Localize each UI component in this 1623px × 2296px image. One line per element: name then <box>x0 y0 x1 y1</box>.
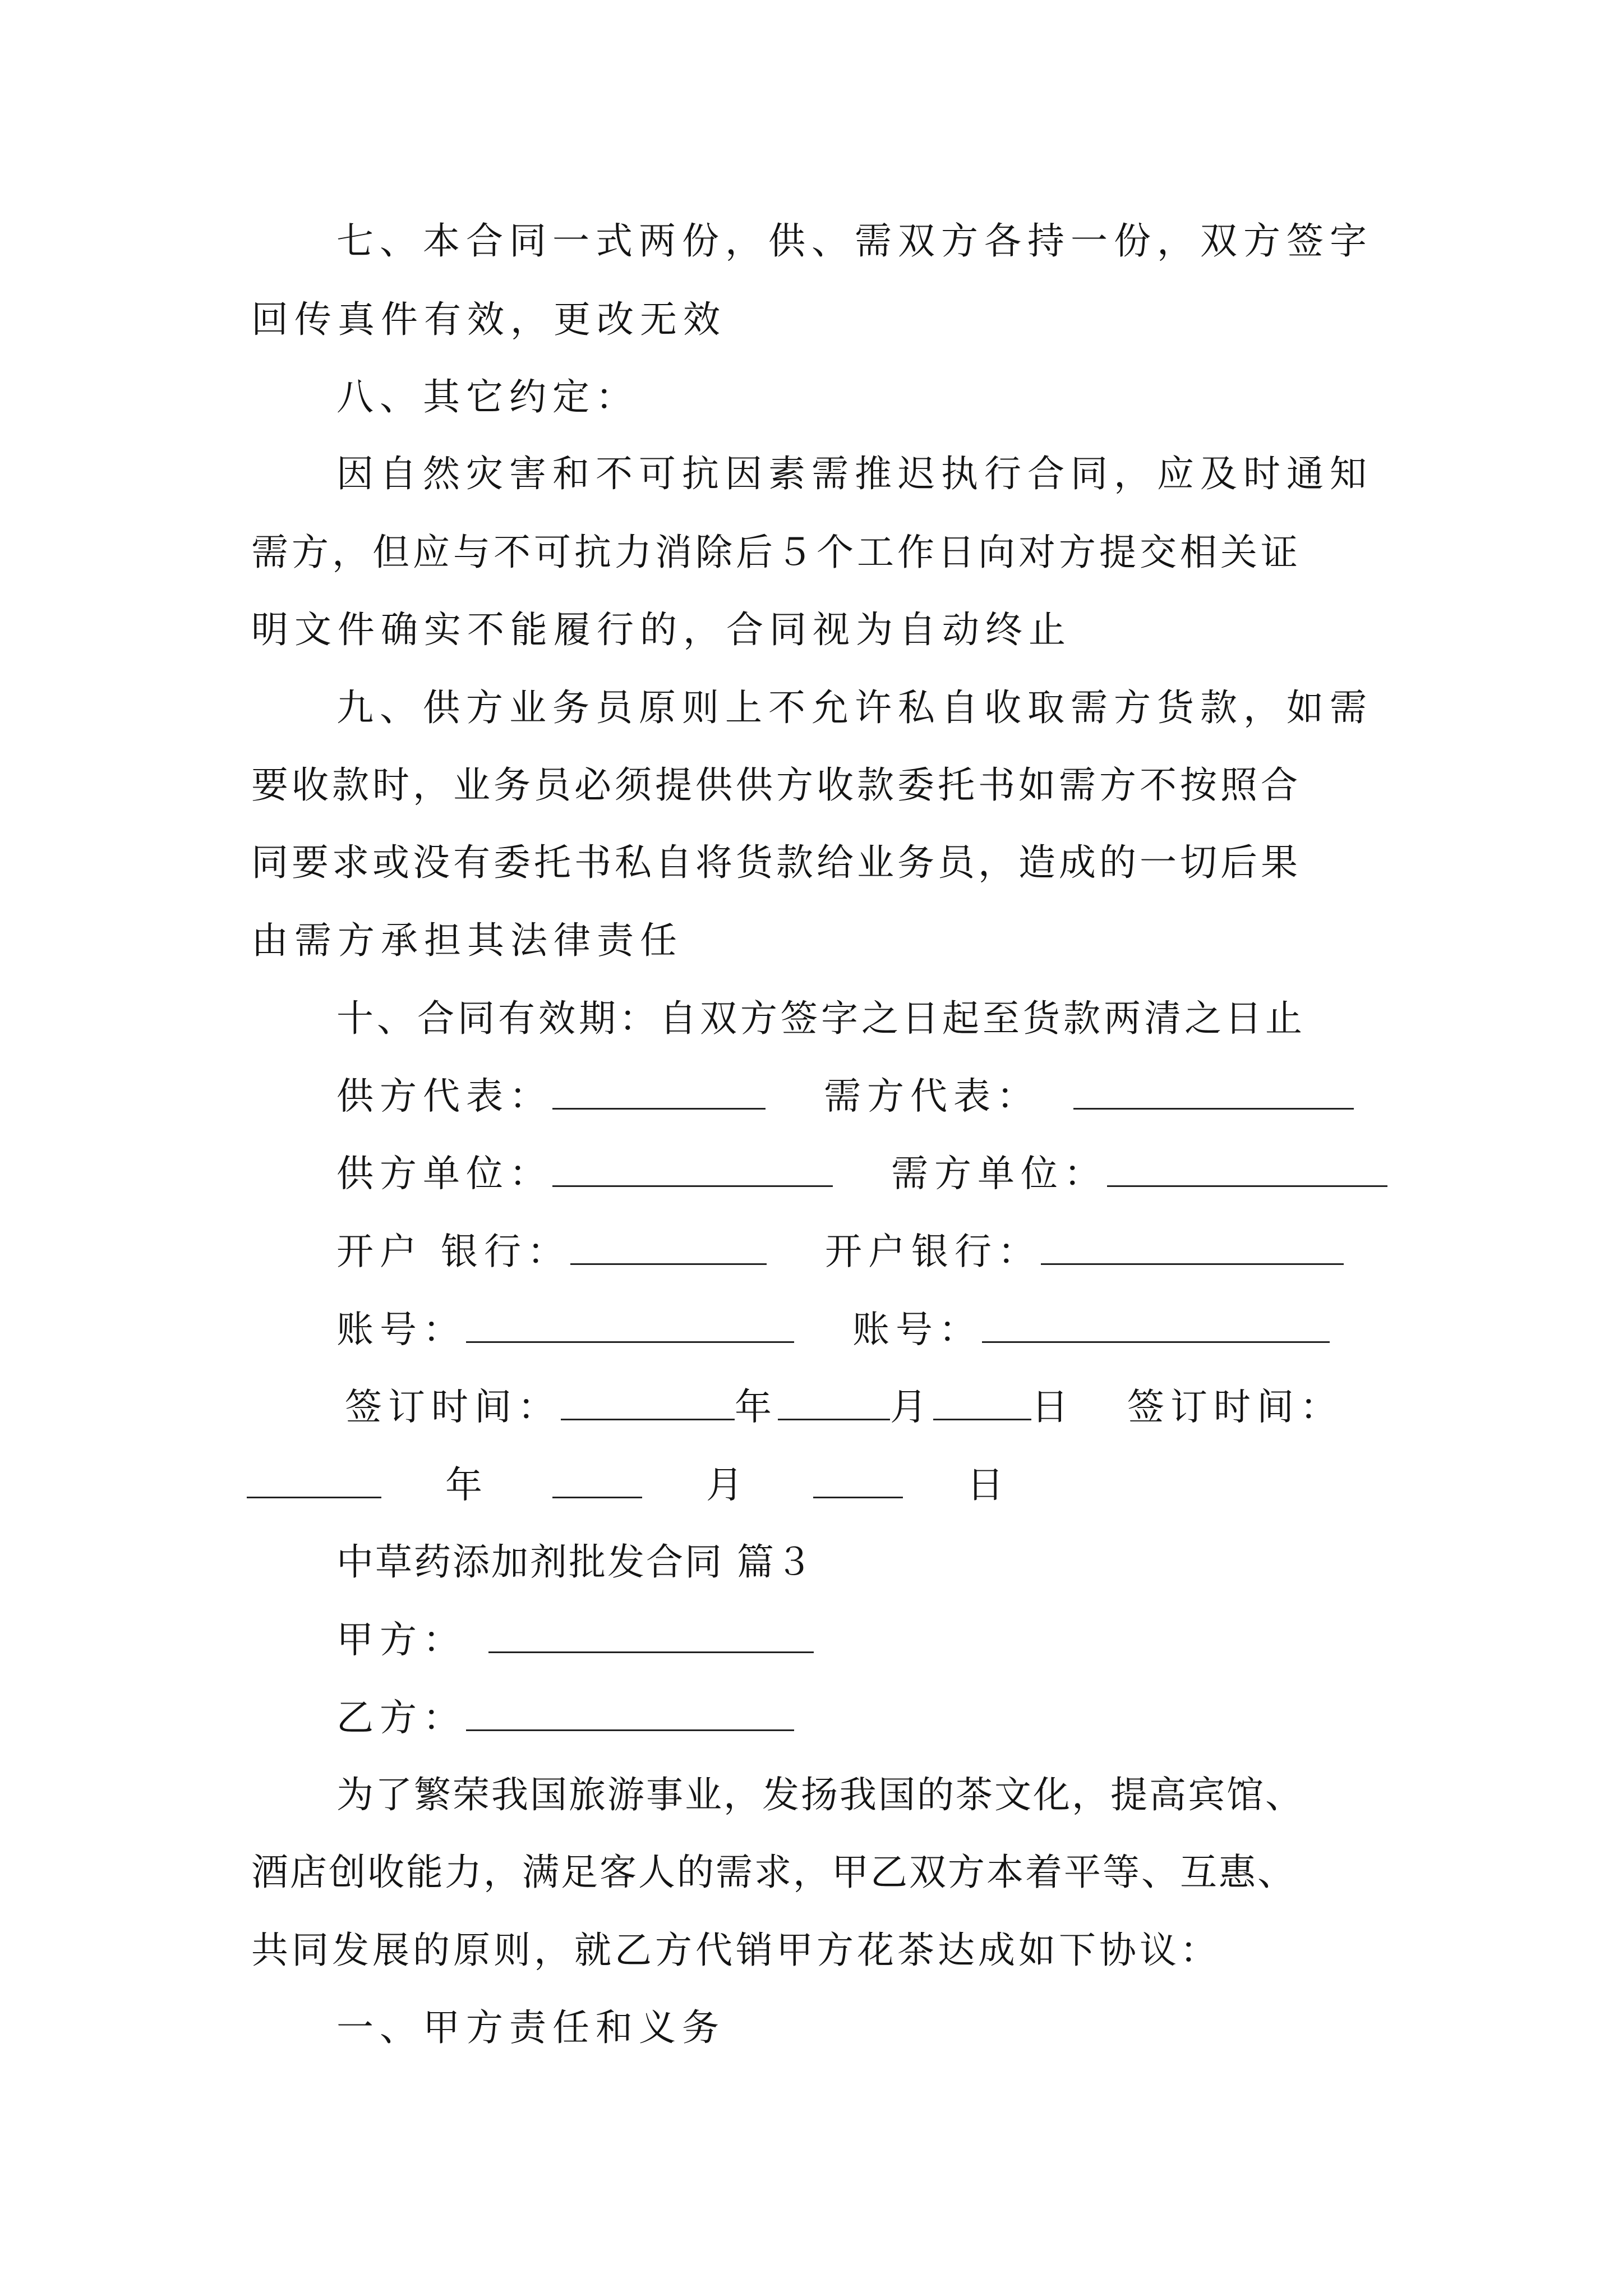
party-b-label: 乙方： <box>336 1696 466 1740</box>
section9-line4: 由需方承担其法律责任 <box>251 919 683 962</box>
month-label: 月 <box>890 1385 933 1429</box>
buyer-rep-label: 需方代表： <box>823 1074 1040 1118</box>
year-label: 年 <box>735 1385 778 1429</box>
section9-line2: 要收款时，业务员必须提供供方收款委托书如需方不按照合 <box>251 763 1301 807</box>
buyer-unit-label: 需方单位： <box>891 1152 1107 1195</box>
signature-row-bank <box>336 1229 1344 1274</box>
year-label-b: 年 <box>445 1463 488 1507</box>
day-label-b: 日 <box>966 1463 1010 1507</box>
sign-time-b-label: 签订时间： <box>1127 1385 1343 1429</box>
sign-month-blank[interactable] <box>778 1384 890 1420</box>
sign-day-blank[interactable] <box>933 1384 1031 1420</box>
contract3-heading1: 一、甲方责任和义务 <box>336 2006 725 2049</box>
bank-a-blank[interactable] <box>570 1229 767 1265</box>
party-a-label: 甲方： <box>336 1618 466 1662</box>
buyer-rep-blank[interactable] <box>1073 1074 1354 1110</box>
signature-row-time-b <box>247 1462 1010 1507</box>
sign-time-a-label: 签订时间： <box>345 1385 561 1429</box>
buyer-unit-blank[interactable] <box>1107 1151 1387 1187</box>
section8-heading: 八、其它约定： <box>336 375 639 418</box>
day-label: 日 <box>1031 1385 1075 1429</box>
section8-line1: 因自然灾害和不可抗因素需推迟执行合同，应及时通知 <box>336 452 1373 495</box>
section10-line1: 十、合同有效期：自双方签字之日起至货款两清之日止 <box>336 997 1306 1040</box>
contract3-title: 中草药添加剂批发合同 篇３ <box>336 1540 814 1584</box>
sign-b-year-blank[interactable] <box>247 1462 381 1498</box>
supplier-rep-blank[interactable] <box>552 1074 766 1110</box>
section7-line1: 七、本合同一式两份，供、需双方各持一份，双方签字 <box>336 219 1373 263</box>
party-b-blank[interactable] <box>466 1695 794 1731</box>
party-a-blank[interactable] <box>488 1617 814 1653</box>
sign-b-month-blank[interactable] <box>552 1462 642 1498</box>
party-b-row <box>336 1695 794 1740</box>
signature-row-unit <box>336 1151 1387 1196</box>
section9-line1: 九、供方业务员原则上不允许私自收取需方货款，如需 <box>336 686 1373 729</box>
party-a-row <box>336 1617 814 1662</box>
contract3-intro3: 共同发展的原则，就乙方代销甲方花茶达成如下协议： <box>251 1929 1220 1972</box>
account-b-label: 账号： <box>852 1308 982 1351</box>
section8-line2: 需方，但应与不可抗力消除后５个工作日向对方提交相关证 <box>251 531 1301 574</box>
bank-a-label: 开户 银行： <box>336 1230 570 1273</box>
supplier-unit-label: 供方单位： <box>336 1152 552 1195</box>
contract3-intro1: 为了繁荣我国旅游事业，发扬我国的茶文化，提高宾馆、 <box>336 1773 1304 1816</box>
account-b-blank[interactable] <box>982 1307 1330 1343</box>
contract3-intro2: 酒店创收能力，满足客人的需求，甲乙双方本着平等、互惠、 <box>251 1851 1296 1894</box>
account-a-blank[interactable] <box>466 1307 794 1343</box>
supplier-rep-label: 供方代表： <box>336 1074 552 1118</box>
section9-line3: 同要求或没有委托书私自将货款给业务员，造成的一切后果 <box>251 841 1301 884</box>
bank-b-label: 开户银行： <box>824 1230 1041 1273</box>
sign-year-blank[interactable] <box>561 1384 735 1420</box>
signature-row-time <box>345 1384 1343 1429</box>
bank-b-blank[interactable] <box>1041 1229 1344 1265</box>
month-label-b: 月 <box>706 1463 749 1507</box>
sign-b-day-blank[interactable] <box>813 1462 903 1498</box>
section8-line3: 明文件确实不能履行的，合同视为自动终止 <box>251 608 1072 651</box>
account-a-label: 账号： <box>336 1308 466 1351</box>
signature-row-account <box>336 1307 1330 1352</box>
signature-row-rep <box>336 1074 1354 1119</box>
supplier-unit-blank[interactable] <box>552 1151 833 1187</box>
section7-line2: 回传真件有效，更改无效 <box>251 298 726 341</box>
